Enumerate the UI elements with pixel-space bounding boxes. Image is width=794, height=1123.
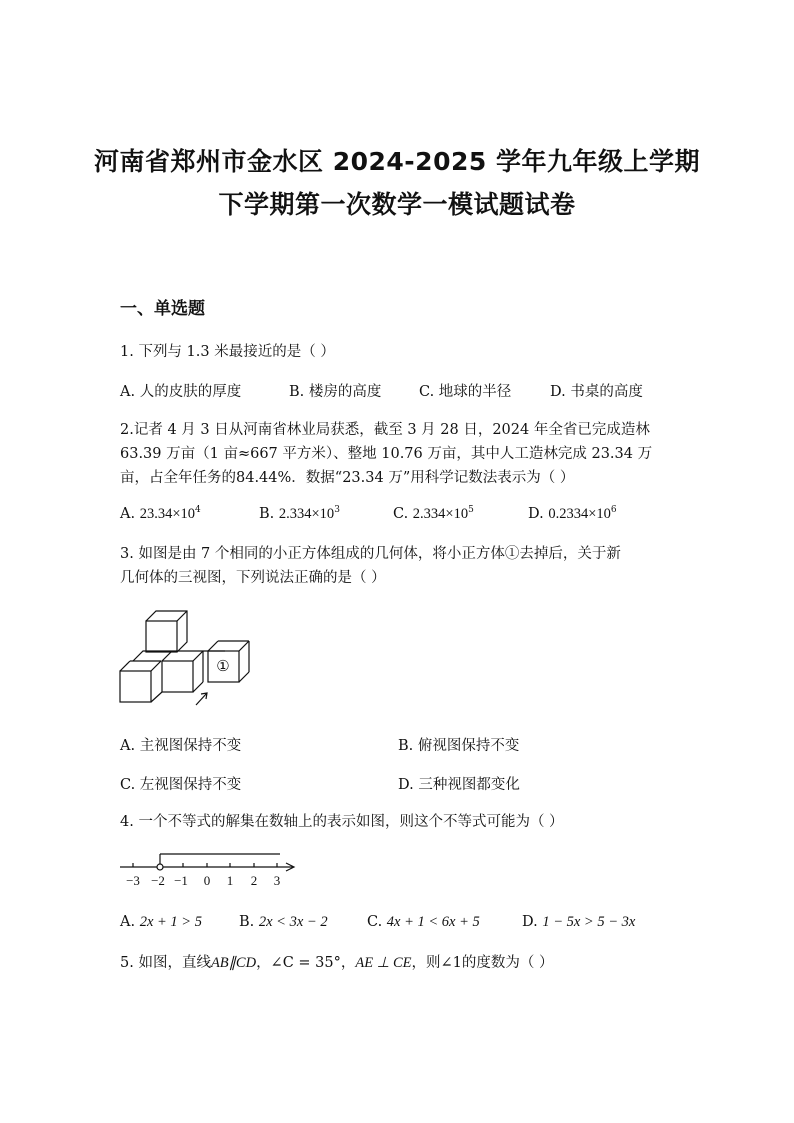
q4-option-a: A. 2x + 1 > 5	[120, 914, 202, 930]
tick-label: 1	[226, 873, 234, 888]
q3-option-c: C. 左视图保持不变	[120, 777, 242, 793]
q1-option-c: C. 地球的半径	[419, 384, 512, 400]
question-3-line-2: 几何体的三视图，下列说法正确的是（ ）	[120, 570, 386, 586]
question-3-line-1: 3. 如图是由 7 个相同的小正方体组成的几何体，将小正方体①去掉后，关于新	[120, 546, 621, 562]
q4-option-d: D. 1 − 5x > 5 − 3x	[522, 914, 636, 930]
question-2-line-2: 63.39 万亩（1 亩≈667 平方米）、整地 10.76 万亩，其中人工造林完成 23.34 万	[120, 446, 653, 462]
tick-label: 2	[250, 873, 258, 888]
q3-option-d: D. 三种视图都变化	[398, 777, 520, 793]
question-2-line-1: 2.记者 4 月 3 日从河南省林业局获悉，截至 3 月 28 日，2024 年全省已完成造林	[120, 422, 650, 438]
q1-option-b: B. 楼房的高度	[289, 384, 382, 400]
question-2-line-3: 亩，占全年任务的84.44%．数据“23.34 万”用科学记数法表示为（ ）	[120, 470, 575, 486]
open-endpoint	[157, 864, 163, 870]
q2-option-b: B. $2.334\times 10^3$	[259, 505, 340, 522]
cube-solid-figure	[110, 605, 270, 715]
q3-option-b: B. 俯视图保持不变	[398, 738, 520, 754]
section-heading: 一、单选题	[120, 299, 205, 319]
document-title-line-2: 下学期第一次数学一模试题试卷	[218, 190, 576, 219]
tick-label: −1	[174, 873, 188, 888]
q3-option-a: A. 主视图保持不变	[120, 738, 242, 754]
tick-label: −2	[151, 873, 165, 888]
question-5-stem: 5. 如图，直线AB∥CD，∠C = 35°，AE ⊥ CE，则∠1的度数为（ ）	[120, 955, 554, 971]
number-line	[115, 845, 305, 891]
q4-option-b: B. 2x < 3x − 2	[239, 914, 328, 930]
q4-option-c: C. 4x + 1 < 6x + 5	[367, 914, 480, 930]
q2-option-c: C. $2.334\times 10^5$	[393, 505, 474, 522]
question-1-stem: 1. 下列与 1.3 米最接近的是（ ）	[120, 344, 335, 360]
q2-option-a: A. $23.34\times 10^4$	[120, 505, 201, 522]
q1-option-a: A. 人的皮肤的厚度	[120, 384, 242, 400]
document-title-line-1: 河南省郑州市金水区 2024-2025 学年九年级上学期	[94, 147, 700, 176]
tick-label: 3	[273, 873, 281, 888]
q2-option-d: D. $0.2334\times 10^6$	[528, 505, 617, 522]
question-4-stem: 4. 一个不等式的解集在数轴上的表示如图，则这个不等式可能为（ ）	[120, 814, 564, 830]
tick-label: 0	[203, 873, 211, 888]
q1-option-d: D. 书桌的高度	[550, 384, 643, 400]
cube-1-label: ①	[216, 659, 230, 675]
tick-label: −3	[126, 873, 140, 888]
